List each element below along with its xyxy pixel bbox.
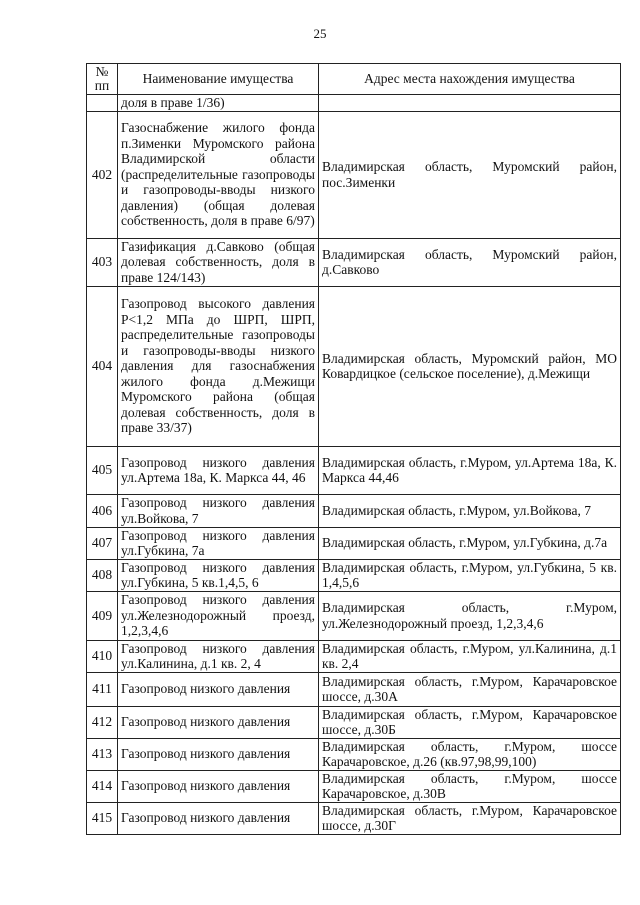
property-address-cell: Владимирская область, Муромский район, д.Савково [319, 238, 621, 286]
row-number-cell: 409 [87, 591, 118, 640]
property-address-cell: Владимирская область, г.Муром, ул.Губкина, д.7а [319, 527, 621, 559]
header-address: Адрес места нахождения имущества [319, 64, 621, 95]
row-number-cell: 407 [87, 527, 118, 559]
property-name-cell: Газопровод низкого давления ул.Железнодорожный проезд, 1,2,3,4,6 [118, 591, 319, 640]
table-row [87, 446, 621, 494]
table-row [87, 672, 621, 706]
continuation-address-cell [319, 95, 621, 112]
table-row [87, 738, 621, 770]
property-address-cell: Владимирская область, г.Муром, Карачаровское шоссе, д.30Б [319, 706, 621, 738]
property-name-cell: Газопровод низкого давления [118, 802, 319, 834]
property-address-cell: Владимирская область, г.Муром, шоссе Карачаровское, д.26 (кв.97,98,99,100) [319, 738, 621, 770]
property-address-cell: Владимирская область, г.Муром, Карачаровское шоссе, д.30А [319, 672, 621, 706]
row-number-cell: 412 [87, 706, 118, 738]
row-number-cell: 405 [87, 446, 118, 494]
table-row [87, 591, 621, 640]
property-name-cell: Газопровод низкого давления ул.Артема 18а, К. Маркса 44, 46 [118, 446, 319, 494]
property-address-cell: Владимирская область, г.Муром, ул.Губкина, 5 кв. 1,4,5,6 [319, 559, 621, 591]
property-address-cell: Владимирская область, Муромский район, МО Ковардицкое (сельское поселение), д.Межищи [319, 286, 621, 446]
property-address-cell: Владимирская область, г.Муром, ул.Железнодорожный проезд, 1,2,3,4,6 [319, 591, 621, 640]
property-name-cell: Газоснабжение жилого фонда п.Зименки Муромского района Владимирской области (распределительные газопроводы и газопроводы-вводы низкого давления) (общая долевая собственность, доля в праве 6/97) [118, 111, 319, 238]
property-address-cell: Владимирская область, Муромский район, пос.Зименки [319, 111, 621, 238]
property-name-cell: Газопровод низкого давления ул.Войкова, 7 [118, 494, 319, 527]
table-row [87, 527, 621, 559]
continuation-row [87, 95, 621, 112]
row-number-cell: 408 [87, 559, 118, 591]
property-name-cell: Газопровод высокого давления Р<1,2 МПа до ШРП, ШРП, распределительные газопроводы и газопроводы-вводы низкого давления для газоснабжения жилого фонда д.Межищи Муромского района (общая долевая собственность, доля в праве 33/37) [118, 286, 319, 446]
row-number-cell: 406 [87, 494, 118, 527]
property-table [86, 63, 621, 835]
property-name-cell: Газопровод низкого давления ул.Калинина, д.1 кв. 2, 4 [118, 640, 319, 672]
property-name-cell: Газопровод низкого давления ул.Губкина, 5 кв.1,4,5, 6 [118, 559, 319, 591]
property-name-cell: Газопровод низкого давления [118, 770, 319, 802]
property-address-cell: Владимирская область, г.Муром, ул.Войкова, 7 [319, 494, 621, 527]
row-number-cell: 415 [87, 802, 118, 834]
property-address-cell: Владимирская область, г.Муром, шоссе Карачаровское, д.30В [319, 770, 621, 802]
page-number: 25 [313, 26, 327, 41]
property-address-cell: Владимирская область, г.Муром, ул.Артема 18а, К. Маркса 44,46 [319, 446, 621, 494]
table-row [87, 111, 621, 238]
header-name: Наименование имущества [118, 64, 319, 95]
property-name-cell: Газификация д.Савково (общая долевая собственность, доля в праве 124/143) [118, 238, 319, 286]
row-number-cell: 404 [87, 286, 118, 446]
property-name-cell: Газопровод низкого давления ул.Губкина, 7а [118, 527, 319, 559]
row-number-cell: 411 [87, 672, 118, 706]
header-num: № пп [87, 64, 118, 95]
row-number-cell: 403 [87, 238, 118, 286]
continuation-name-cell: доля в праве 1/36) [118, 95, 319, 112]
property-address-cell: Владимирская область, г.Муром, Карачаровское шоссе, д.30Г [319, 802, 621, 834]
table-row [87, 494, 621, 527]
row-number-cell: 410 [87, 640, 118, 672]
table-header-row [87, 64, 621, 95]
property-name-cell: Газопровод низкого давления [118, 706, 319, 738]
continuation-num-cell [87, 95, 118, 112]
table-row [87, 802, 621, 834]
table-row [87, 770, 621, 802]
table-row [87, 706, 621, 738]
table-row [87, 640, 621, 672]
row-number-cell: 402 [87, 111, 118, 238]
row-number-cell: 413 [87, 738, 118, 770]
property-address-cell: Владимирская область, г.Муром, ул.Калинина, д.1 кв. 2,4 [319, 640, 621, 672]
table-row [87, 286, 621, 446]
row-number-cell: 414 [87, 770, 118, 802]
property-name-cell: Газопровод низкого давления [118, 672, 319, 706]
table-row [87, 238, 621, 286]
property-name-cell: Газопровод низкого давления [118, 738, 319, 770]
table-row [87, 559, 621, 591]
